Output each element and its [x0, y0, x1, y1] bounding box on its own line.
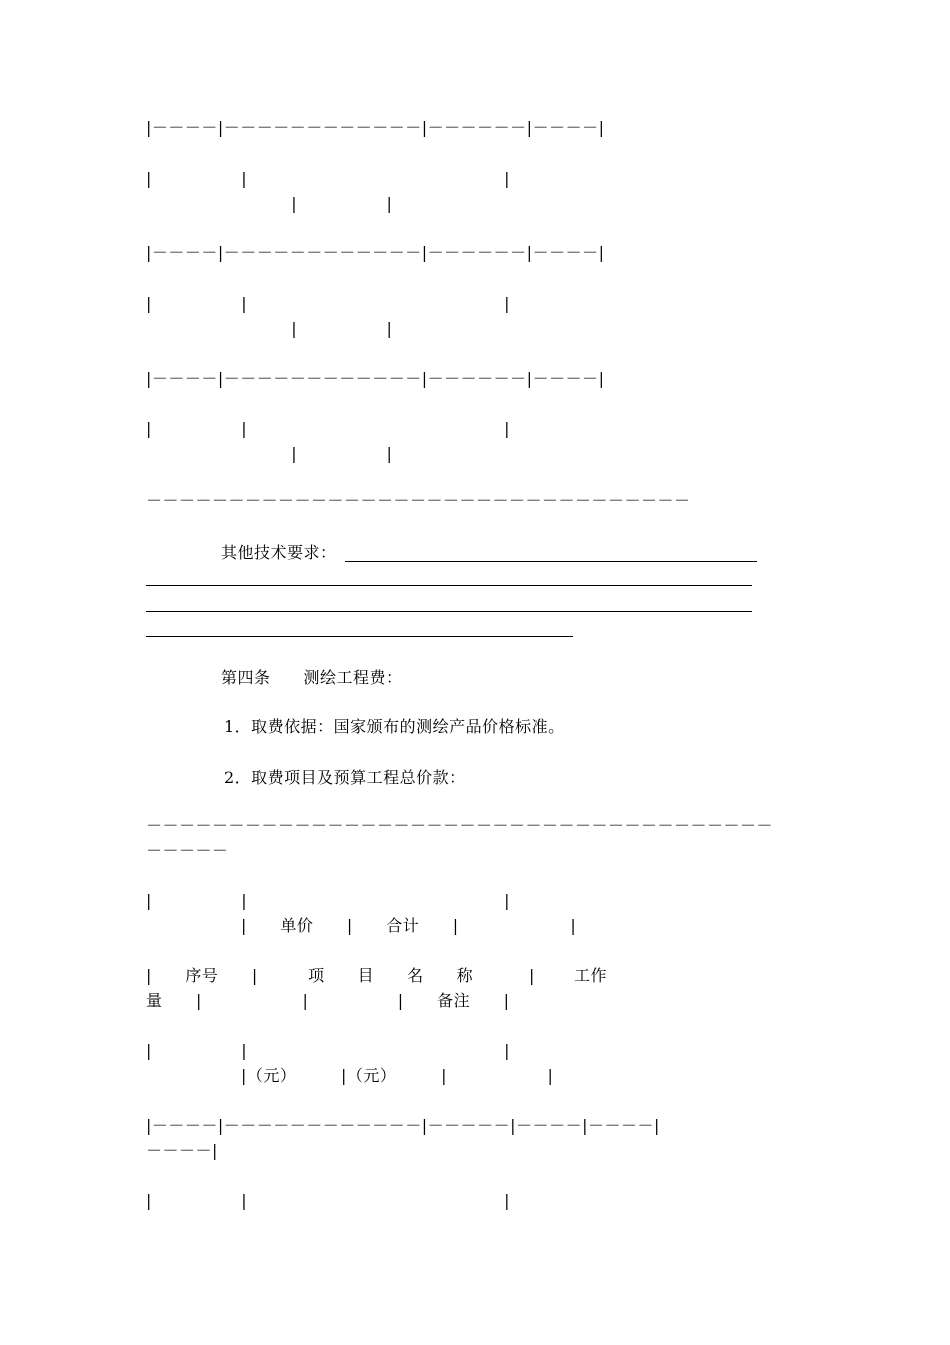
table2-header-line: | 序号 | 项 目 名 称 | 工作 [146, 966, 607, 985]
table1-row-line: | | | [146, 419, 510, 438]
table1-row-line: | | [146, 319, 393, 338]
table2-border-row: |－－－－|－－－－－－－－－－－－|－－－－－|－－－－|－－－－| [146, 1116, 660, 1135]
article-item: 1．取费依据：国家颁布的测绘产品价格标准。 [224, 717, 565, 736]
table1-row-line: | | | [146, 294, 510, 313]
table2-row-line: | | | [146, 1041, 510, 1060]
article-heading: 第四条 测绘工程费： [221, 668, 403, 687]
fill-in-line [345, 561, 757, 562]
fill-in-line [146, 636, 573, 637]
table1-bottom-border: －－－－－－－－－－－－－－－－－－－－－－－－－－－－－－－－－ [146, 491, 691, 510]
table1-border-row: |－－－－|－－－－－－－－－－－－|－－－－－－|－－－－| [146, 243, 605, 262]
table2-unit-line: |（元） |（元） | | [146, 1066, 554, 1085]
table2-row-line: | | | [146, 891, 510, 910]
table2-header-line: | 单价 | 合计 | | [146, 916, 577, 935]
table2-header-line: 量 | | | 备注 | [146, 991, 510, 1010]
article-item: 2．取费项目及预算工程总价款： [224, 768, 466, 787]
other-requirements-label: 其他技术要求： [221, 543, 337, 562]
table1-row-line: | | | [146, 169, 510, 188]
fill-in-line [146, 611, 752, 612]
table1-row-line: | | [146, 194, 393, 213]
fill-in-line [146, 585, 752, 586]
table2-top-border: －－－－－－－－－－－－－－－－－－－－－－－－－－－－－－－－－－－－－－ [146, 816, 774, 835]
table1-row-line: | | [146, 444, 393, 463]
table1-border-row: |－－－－|－－－－－－－－－－－－|－－－－－－|－－－－| [146, 369, 605, 388]
table2-top-border: －－－－－ [146, 841, 229, 860]
table1-border-row: |－－－－|－－－－－－－－－－－－|－－－－－－|－－－－| [146, 118, 605, 137]
table2-border-row: －－－－| [146, 1141, 218, 1160]
table2-row-line: | | | [146, 1191, 510, 1210]
